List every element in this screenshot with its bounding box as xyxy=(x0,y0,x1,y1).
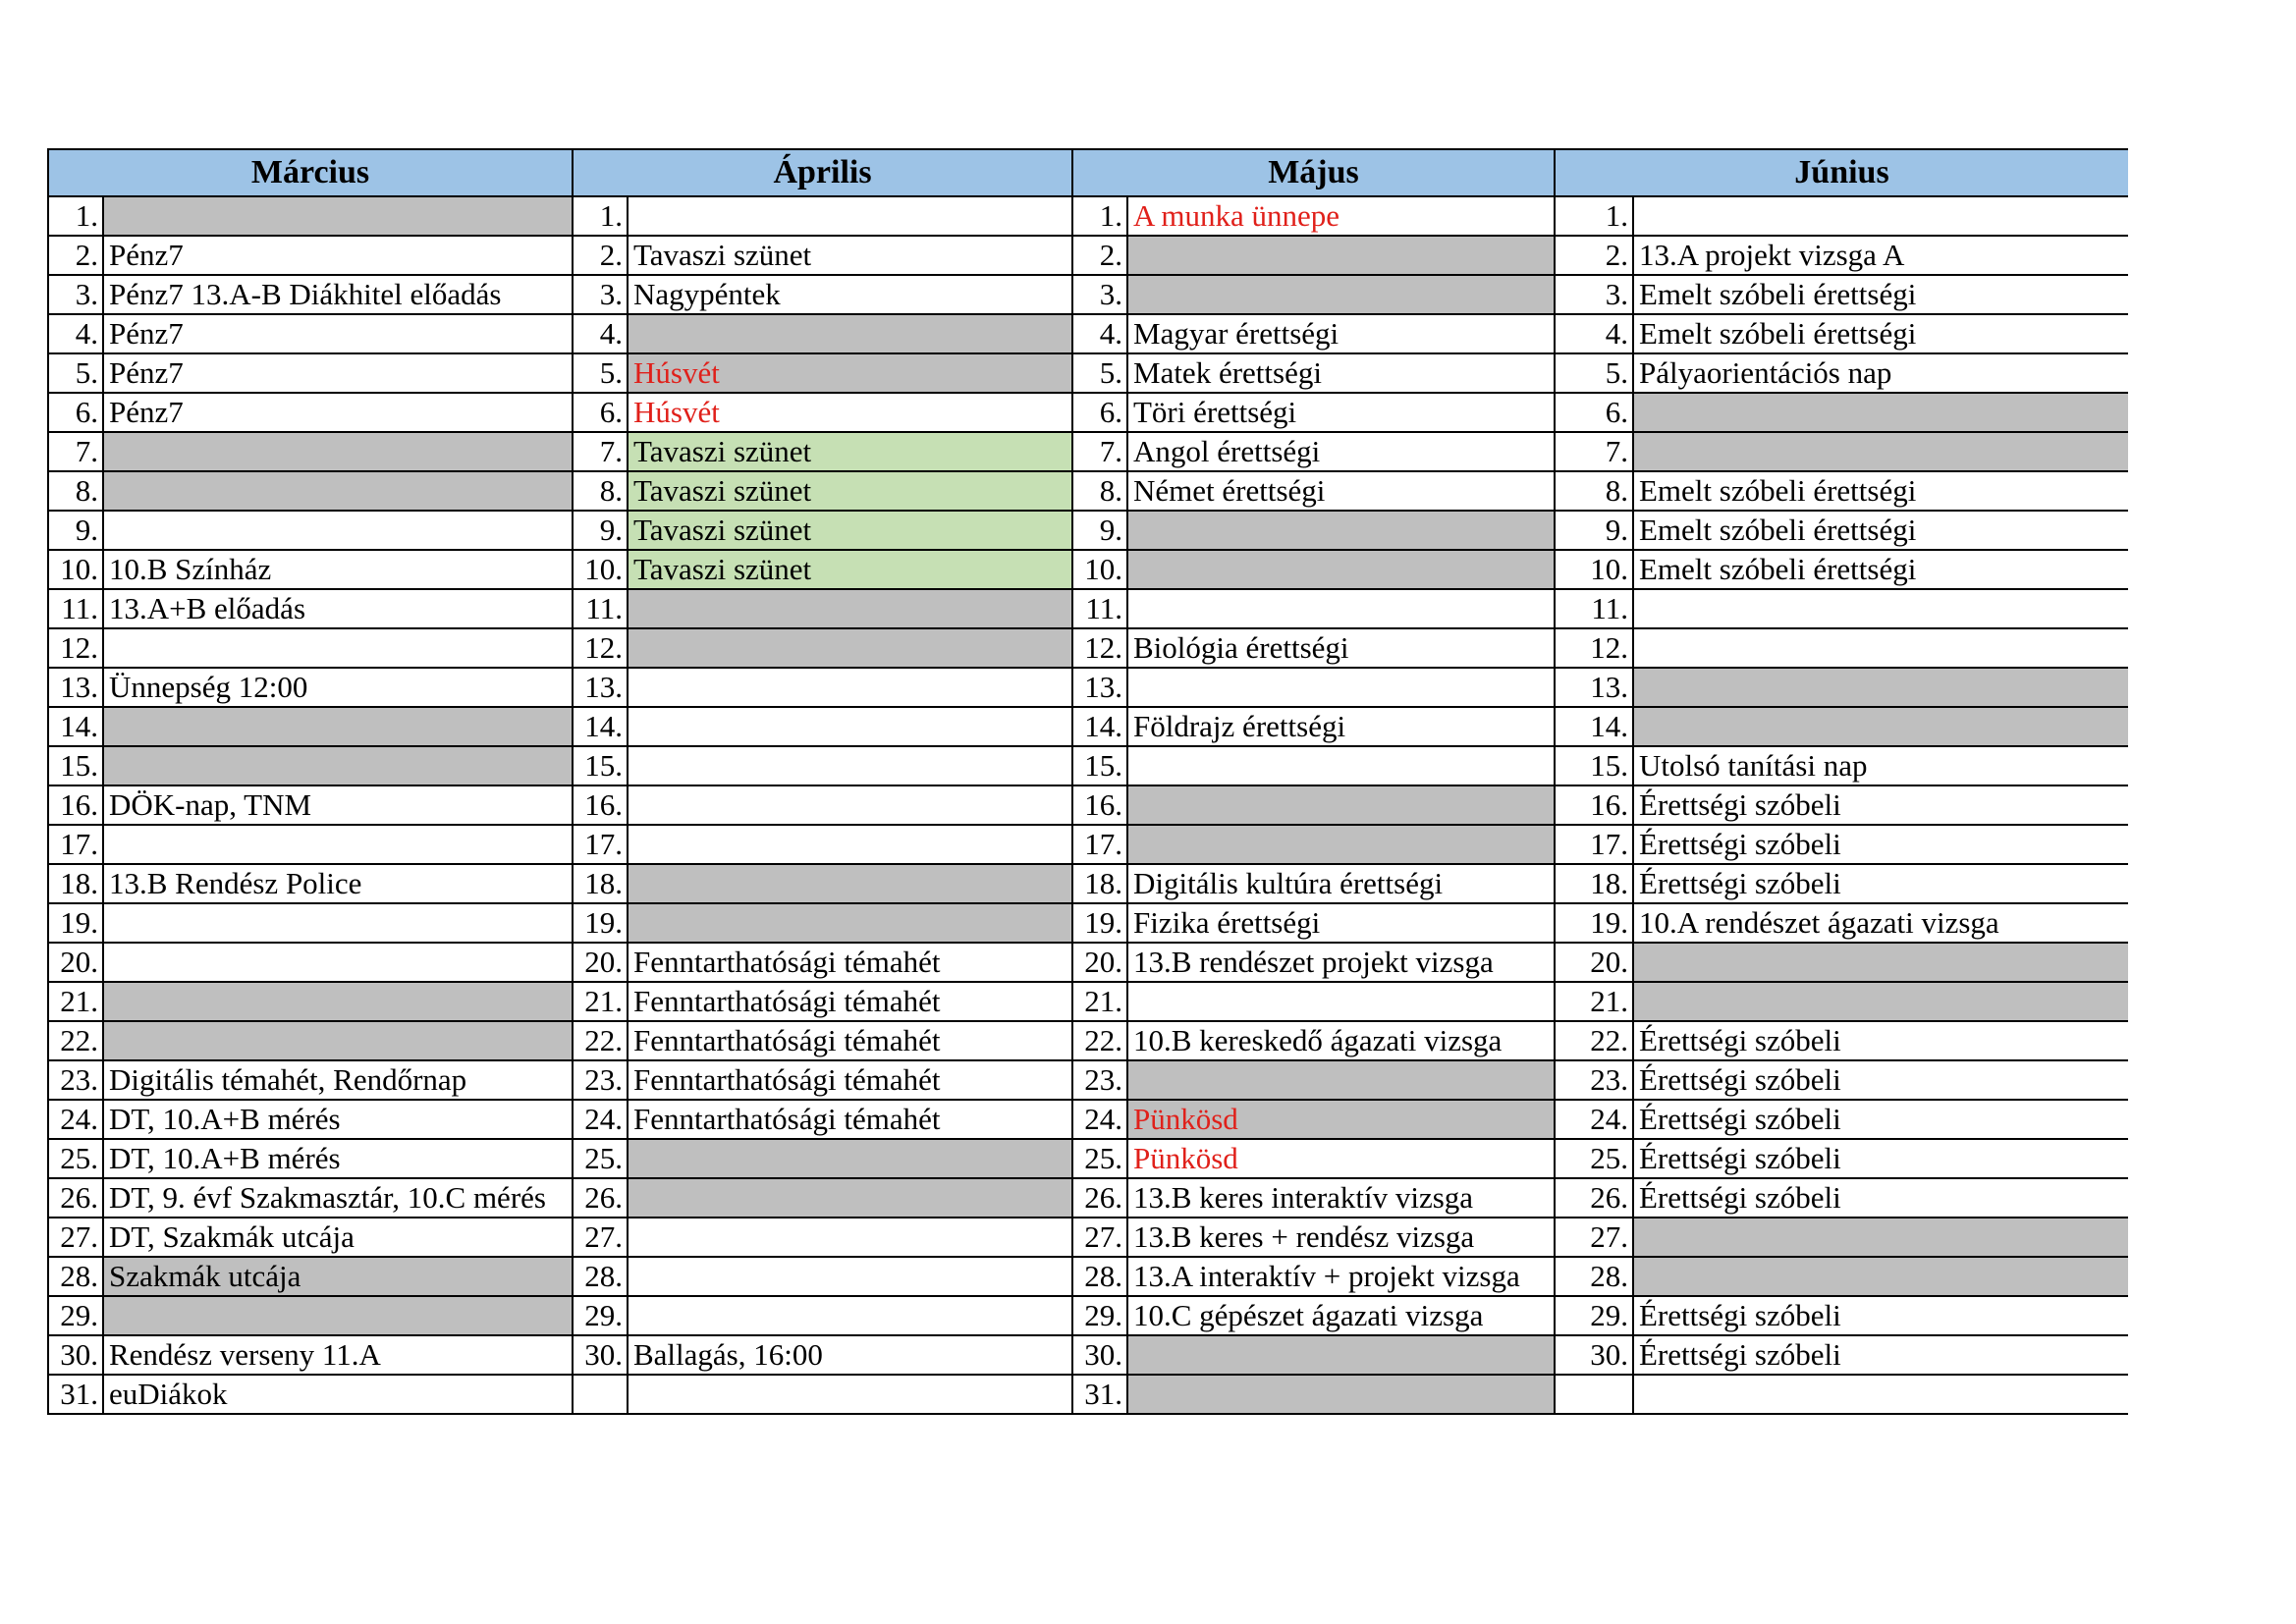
day-event: Tavaszi szünet xyxy=(628,236,1072,275)
day-event xyxy=(628,314,1072,353)
table-row xyxy=(48,982,2128,1021)
day-event: Tavaszi szünet xyxy=(628,432,1072,471)
day-event: Érettségi szóbeli xyxy=(1633,1021,2128,1060)
table-row xyxy=(48,275,2128,314)
day-event: Magyar érettségi xyxy=(1127,314,1555,353)
day-event xyxy=(628,196,1072,236)
day-event: Utolsó tanítási nap xyxy=(1633,746,2128,785)
day-event xyxy=(1633,668,2128,707)
table-row xyxy=(48,353,2128,393)
day-number: 17. xyxy=(48,825,103,864)
day-number: 9. xyxy=(573,511,628,550)
day-event xyxy=(1633,982,2128,1021)
day-number: 2. xyxy=(1072,236,1127,275)
day-number: 23. xyxy=(1555,1060,1633,1100)
day-number: 15. xyxy=(1072,746,1127,785)
day-number: 8. xyxy=(1072,471,1127,511)
day-number: 19. xyxy=(1555,903,1633,943)
day-event xyxy=(628,903,1072,943)
day-event: DT, 10.A+B mérés xyxy=(103,1100,573,1139)
day-number: 3. xyxy=(573,275,628,314)
day-number: 21. xyxy=(48,982,103,1021)
day-number: 19. xyxy=(573,903,628,943)
day-number: 5. xyxy=(48,353,103,393)
day-number: 14. xyxy=(573,707,628,746)
calendar-table xyxy=(47,148,2128,1415)
day-event: Német érettségi xyxy=(1127,471,1555,511)
day-number: 12. xyxy=(48,628,103,668)
table-row xyxy=(48,943,2128,982)
day-number: 26. xyxy=(1072,1178,1127,1218)
day-number: 31. xyxy=(1072,1375,1127,1414)
day-event: Emelt szóbeli érettségi xyxy=(1633,550,2128,589)
day-number: 20. xyxy=(1072,943,1127,982)
day-number: 14. xyxy=(48,707,103,746)
day-number: 30. xyxy=(48,1335,103,1375)
day-number: 8. xyxy=(573,471,628,511)
day-event: Földrajz érettségi xyxy=(1127,707,1555,746)
day-number: 21. xyxy=(573,982,628,1021)
day-event xyxy=(1633,707,2128,746)
day-number: 22. xyxy=(1555,1021,1633,1060)
day-number: 15. xyxy=(48,746,103,785)
day-event: 10.A rendészet ágazati vizsga xyxy=(1633,903,2128,943)
day-event xyxy=(103,471,573,511)
day-number: 14. xyxy=(1072,707,1127,746)
day-event: Érettségi szóbeli xyxy=(1633,1100,2128,1139)
table-row xyxy=(48,314,2128,353)
table-row xyxy=(48,1335,2128,1375)
day-event xyxy=(1127,1060,1555,1100)
table-row xyxy=(48,628,2128,668)
day-event: 10.B kereskedő ágazati vizsga xyxy=(1127,1021,1555,1060)
table-row xyxy=(48,589,2128,628)
day-event xyxy=(1127,275,1555,314)
day-event: DT, 9. évf Szakmasztár, 10.C mérés xyxy=(103,1178,573,1218)
day-event xyxy=(1633,432,2128,471)
day-number: 25. xyxy=(48,1139,103,1178)
day-number: 17. xyxy=(1555,825,1633,864)
day-event xyxy=(103,825,573,864)
day-number: 24. xyxy=(48,1100,103,1139)
day-number: 12. xyxy=(1072,628,1127,668)
day-event xyxy=(103,707,573,746)
day-event xyxy=(628,746,1072,785)
day-event: Érettségi szóbeli xyxy=(1633,1139,2128,1178)
day-number: 29. xyxy=(573,1296,628,1335)
day-event xyxy=(628,1375,1072,1414)
day-number: 9. xyxy=(1555,511,1633,550)
table-row xyxy=(48,1296,2128,1335)
day-event: Emelt szóbeli érettségi xyxy=(1633,511,2128,550)
day-event xyxy=(103,943,573,982)
day-event xyxy=(1633,196,2128,236)
day-number: 4. xyxy=(1072,314,1127,353)
day-number: 30. xyxy=(1072,1335,1127,1375)
day-number: 6. xyxy=(1555,393,1633,432)
day-number: 26. xyxy=(573,1178,628,1218)
day-event: Emelt szóbeli érettségi xyxy=(1633,471,2128,511)
day-number: 27. xyxy=(573,1218,628,1257)
day-event: Pünkösd xyxy=(1127,1100,1555,1139)
table-row xyxy=(48,864,2128,903)
table-row xyxy=(48,1257,2128,1296)
day-event: DT, 10.A+B mérés xyxy=(103,1139,573,1178)
day-number: 26. xyxy=(48,1178,103,1218)
day-number: 2. xyxy=(1555,236,1633,275)
day-number: 21. xyxy=(1072,982,1127,1021)
day-number: 23. xyxy=(573,1060,628,1100)
day-event: Tavaszi szünet xyxy=(628,511,1072,550)
day-event: Fenntarthatósági témahét xyxy=(628,1100,1072,1139)
day-event: Pünkösd xyxy=(1127,1139,1555,1178)
day-number: 18. xyxy=(573,864,628,903)
day-number: 28. xyxy=(1555,1257,1633,1296)
day-number: 19. xyxy=(1072,903,1127,943)
day-event xyxy=(103,982,573,1021)
day-number: 28. xyxy=(48,1257,103,1296)
day-event: Pénz7 xyxy=(103,236,573,275)
day-event xyxy=(628,707,1072,746)
day-number: 19. xyxy=(48,903,103,943)
day-event xyxy=(103,746,573,785)
day-number: 27. xyxy=(1555,1218,1633,1257)
day-number: 7. xyxy=(1072,432,1127,471)
day-number: 25. xyxy=(1072,1139,1127,1178)
day-number: 17. xyxy=(573,825,628,864)
day-event xyxy=(103,1021,573,1060)
day-event xyxy=(1127,785,1555,825)
day-number: 1. xyxy=(1072,196,1127,236)
day-event xyxy=(628,1257,1072,1296)
day-event: Matek érettségi xyxy=(1127,353,1555,393)
day-event xyxy=(1633,1257,2128,1296)
day-number: 8. xyxy=(48,471,103,511)
day-event: Érettségi szóbeli xyxy=(1633,1296,2128,1335)
day-event: euDiákok xyxy=(103,1375,573,1414)
day-event: Töri érettségi xyxy=(1127,393,1555,432)
month-header-row xyxy=(48,149,2128,196)
day-event: Érettségi szóbeli xyxy=(1633,1335,2128,1375)
month-header: Április xyxy=(573,149,1072,196)
day-event: 13.B rendészet projekt vizsga xyxy=(1127,943,1555,982)
day-number: 24. xyxy=(573,1100,628,1139)
day-event: Fenntarthatósági témahét xyxy=(628,1060,1072,1100)
day-number: 16. xyxy=(1072,785,1127,825)
month-header: Május xyxy=(1072,149,1555,196)
day-event xyxy=(628,1296,1072,1335)
day-event xyxy=(1633,393,2128,432)
day-event: Pályaorientációs nap xyxy=(1633,353,2128,393)
day-event: Angol érettségi xyxy=(1127,432,1555,471)
day-event xyxy=(1127,746,1555,785)
day-event xyxy=(103,1296,573,1335)
day-event xyxy=(1127,825,1555,864)
day-number: 28. xyxy=(1072,1257,1127,1296)
day-event: Fenntarthatósági témahét xyxy=(628,1021,1072,1060)
day-number: 30. xyxy=(1555,1335,1633,1375)
table-row xyxy=(48,707,2128,746)
day-event: Szakmák utcája xyxy=(103,1257,573,1296)
table-row xyxy=(48,746,2128,785)
day-number: 2. xyxy=(573,236,628,275)
day-event: DT, Szakmák utcája xyxy=(103,1218,573,1257)
day-number: 18. xyxy=(1555,864,1633,903)
day-number: 7. xyxy=(48,432,103,471)
day-number: 5. xyxy=(1555,353,1633,393)
day-event: Pénz7 xyxy=(103,393,573,432)
day-event xyxy=(628,1139,1072,1178)
month-header: Március xyxy=(48,149,573,196)
day-number: 20. xyxy=(48,943,103,982)
day-number: 29. xyxy=(1555,1296,1633,1335)
table-row xyxy=(48,1060,2128,1100)
day-number: 1. xyxy=(48,196,103,236)
day-event xyxy=(1633,943,2128,982)
table-row xyxy=(48,550,2128,589)
day-number: 10. xyxy=(1555,550,1633,589)
day-number: 21. xyxy=(1555,982,1633,1021)
day-event: Érettségi szóbeli xyxy=(1633,1060,2128,1100)
table-row xyxy=(48,903,2128,943)
day-number: 18. xyxy=(1072,864,1127,903)
day-event: Érettségi szóbeli xyxy=(1633,785,2128,825)
day-number: 17. xyxy=(1072,825,1127,864)
day-event: Pénz7 xyxy=(103,314,573,353)
month-header: Június xyxy=(1555,149,2128,196)
day-event: Tavaszi szünet xyxy=(628,471,1072,511)
day-event: Érettségi szóbeli xyxy=(1633,1178,2128,1218)
day-number: 25. xyxy=(573,1139,628,1178)
day-number: 3. xyxy=(1072,275,1127,314)
day-event xyxy=(628,668,1072,707)
table-row xyxy=(48,196,2128,236)
calendar-body xyxy=(48,196,2128,1414)
day-number: 23. xyxy=(48,1060,103,1100)
day-event xyxy=(628,589,1072,628)
day-number: 11. xyxy=(1555,589,1633,628)
day-event: Fizika érettségi xyxy=(1127,903,1555,943)
day-event xyxy=(1127,1375,1555,1414)
day-number: 29. xyxy=(48,1296,103,1335)
day-event: 13.B keres interaktív vizsga xyxy=(1127,1178,1555,1218)
table-row xyxy=(48,393,2128,432)
table-row xyxy=(48,236,2128,275)
day-number: 13. xyxy=(1555,668,1633,707)
day-number: 15. xyxy=(1555,746,1633,785)
day-number: 12. xyxy=(1555,628,1633,668)
day-event xyxy=(628,1218,1072,1257)
day-event: Tavaszi szünet xyxy=(628,550,1072,589)
day-number: 3. xyxy=(48,275,103,314)
table-row xyxy=(48,432,2128,471)
day-event xyxy=(1633,589,2128,628)
day-event: Fenntarthatósági témahét xyxy=(628,982,1072,1021)
day-event xyxy=(1633,1375,2128,1414)
day-number: 7. xyxy=(1555,432,1633,471)
day-number: 30. xyxy=(573,1335,628,1375)
day-number: 3. xyxy=(1555,275,1633,314)
day-number xyxy=(1555,1375,1633,1414)
day-number: 18. xyxy=(48,864,103,903)
day-event: 13.A interaktív + projekt vizsga xyxy=(1127,1257,1555,1296)
day-number: 20. xyxy=(573,943,628,982)
day-number: 4. xyxy=(48,314,103,353)
day-event xyxy=(1127,1335,1555,1375)
day-event xyxy=(103,432,573,471)
day-event: Pénz7 13.A-B Diákhitel előadás xyxy=(103,275,573,314)
day-number: 6. xyxy=(1072,393,1127,432)
day-event xyxy=(103,903,573,943)
day-number: 13. xyxy=(1072,668,1127,707)
day-number: 22. xyxy=(573,1021,628,1060)
day-event: Érettségi szóbeli xyxy=(1633,864,2128,903)
day-event: A munka ünnepe xyxy=(1127,196,1555,236)
day-event: 13.A+B előadás xyxy=(103,589,573,628)
day-number: 6. xyxy=(48,393,103,432)
day-number: 27. xyxy=(48,1218,103,1257)
day-number: 24. xyxy=(1072,1100,1127,1139)
day-number: 16. xyxy=(48,785,103,825)
day-number: 29. xyxy=(1072,1296,1127,1335)
day-number: 16. xyxy=(1555,785,1633,825)
day-event: Érettségi szóbeli xyxy=(1633,825,2128,864)
day-event: Digitális témahét, Rendőrnap xyxy=(103,1060,573,1100)
table-row xyxy=(48,1100,2128,1139)
day-number: 8. xyxy=(1555,471,1633,511)
day-number: 9. xyxy=(48,511,103,550)
day-number: 5. xyxy=(573,353,628,393)
day-number: 27. xyxy=(1072,1218,1127,1257)
day-event xyxy=(1127,982,1555,1021)
day-event xyxy=(1127,668,1555,707)
day-number: 23. xyxy=(1072,1060,1127,1100)
day-event: Ünnepség 12:00 xyxy=(103,668,573,707)
day-number: 20. xyxy=(1555,943,1633,982)
day-event xyxy=(103,196,573,236)
day-number: 22. xyxy=(48,1021,103,1060)
day-event: 10.B Színház xyxy=(103,550,573,589)
day-number: 31. xyxy=(48,1375,103,1414)
day-number: 11. xyxy=(573,589,628,628)
day-event: 13.A projekt vizsga A xyxy=(1633,236,2128,275)
table-row xyxy=(48,511,2128,550)
day-event xyxy=(1127,236,1555,275)
day-number: 1. xyxy=(573,196,628,236)
table-row xyxy=(48,825,2128,864)
table-row xyxy=(48,1218,2128,1257)
day-number: 15. xyxy=(573,746,628,785)
day-number xyxy=(573,1375,628,1414)
day-event xyxy=(628,628,1072,668)
day-number: 16. xyxy=(573,785,628,825)
day-number: 11. xyxy=(1072,589,1127,628)
day-event: Fenntarthatósági témahét xyxy=(628,943,1072,982)
day-event: Ballagás, 16:00 xyxy=(628,1335,1072,1375)
day-number: 4. xyxy=(573,314,628,353)
day-event xyxy=(1127,550,1555,589)
day-number: 2. xyxy=(48,236,103,275)
day-number: 11. xyxy=(48,589,103,628)
day-event xyxy=(628,825,1072,864)
day-number: 22. xyxy=(1072,1021,1127,1060)
day-number: 25. xyxy=(1555,1139,1633,1178)
day-event xyxy=(1127,589,1555,628)
day-number: 10. xyxy=(48,550,103,589)
table-row xyxy=(48,668,2128,707)
day-event: Emelt szóbeli érettségi xyxy=(1633,314,2128,353)
table-row xyxy=(48,1021,2128,1060)
day-number: 5. xyxy=(1072,353,1127,393)
day-number: 1. xyxy=(1555,196,1633,236)
day-number: 6. xyxy=(573,393,628,432)
day-event: Emelt szóbeli érettségi xyxy=(1633,275,2128,314)
day-event: Nagypéntek xyxy=(628,275,1072,314)
day-event xyxy=(1633,628,2128,668)
table-row xyxy=(48,1375,2128,1414)
day-event: 10.C gépészet ágazati vizsga xyxy=(1127,1296,1555,1335)
day-event: 13.B Rendész Police xyxy=(103,864,573,903)
table-row xyxy=(48,785,2128,825)
day-number: 10. xyxy=(573,550,628,589)
day-event: 13.B keres + rendész vizsga xyxy=(1127,1218,1555,1257)
day-event xyxy=(628,1178,1072,1218)
day-number: 26. xyxy=(1555,1178,1633,1218)
day-event: Biológia érettségi xyxy=(1127,628,1555,668)
day-event: Digitális kultúra érettségi xyxy=(1127,864,1555,903)
day-event xyxy=(103,628,573,668)
table-row xyxy=(48,1178,2128,1218)
day-event: Rendész verseny 11.A xyxy=(103,1335,573,1375)
day-event xyxy=(628,785,1072,825)
day-number: 12. xyxy=(573,628,628,668)
day-event xyxy=(1633,1218,2128,1257)
day-number: 24. xyxy=(1555,1100,1633,1139)
day-number: 7. xyxy=(573,432,628,471)
day-number: 13. xyxy=(48,668,103,707)
table-row xyxy=(48,471,2128,511)
day-event: DÖK-nap, TNM xyxy=(103,785,573,825)
day-event xyxy=(1127,511,1555,550)
day-number: 13. xyxy=(573,668,628,707)
day-event: Húsvét xyxy=(628,353,1072,393)
day-number: 10. xyxy=(1072,550,1127,589)
day-event: Pénz7 xyxy=(103,353,573,393)
day-number: 9. xyxy=(1072,511,1127,550)
day-number: 14. xyxy=(1555,707,1633,746)
day-number: 4. xyxy=(1555,314,1633,353)
day-number: 28. xyxy=(573,1257,628,1296)
table-row xyxy=(48,1139,2128,1178)
day-event xyxy=(103,511,573,550)
day-event: Húsvét xyxy=(628,393,1072,432)
day-event xyxy=(628,864,1072,903)
